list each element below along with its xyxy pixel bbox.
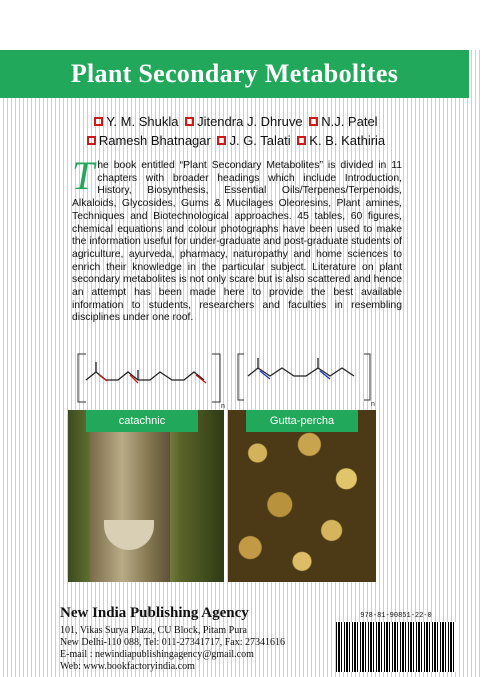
barcode-icon <box>336 622 456 672</box>
description-text: he book entitled “Plant Secondary Metabolites” is divided in 11 chapters with broader headings which include Introduction, History, Biosynthesis, Essential Oils/Terpenes/Terpenoids, Alkaloids, Glycosides, Gums & Mucilages Oleoresins, Plant amines, Techniques and Biotechnological approaches. 45 tables, 60 figures, chemical equations and colour photographs have been used to make the information useful for under-graduate and post-graduate students of agriculture, ayurveda, pharmacy, naturopathy and home sciences to enrich their knowledge in the particular subject. Literature on plant secondary metabolites is not only scare but is also scattered and hence an attempt has been made here to provide the best available information to students, researchers and faculties in resembling disciplines under one roof. <box>72 160 402 324</box>
drop-cap: T <box>72 153 95 198</box>
bullet-icon <box>297 136 306 145</box>
trans-polyisoprene-structure <box>234 350 378 410</box>
publisher-block <box>60 605 320 673</box>
figure-label-catachnic: catachnic <box>86 410 198 432</box>
author-line-2 <box>0 131 469 150</box>
author-name: K. B. Kathiria <box>309 133 386 148</box>
author-name: N.J. Patel <box>321 114 378 129</box>
book-title: Plant Secondary Metabolites <box>70 59 399 88</box>
author-name: Jitendra J. Dhruve <box>197 114 303 129</box>
book-description <box>72 153 402 325</box>
author-name: Ramesh Bhatnagar <box>98 133 211 148</box>
top-band <box>0 0 483 50</box>
title-banner <box>0 50 469 98</box>
publisher-web: Web: www.bookfactoryindia.com <box>60 661 195 672</box>
bullet-icon <box>217 136 226 145</box>
publisher-address-2: New Delhi-110 088, Tel: 011-27341717, Fax: 27341616 <box>60 637 286 648</box>
cis-polyisoprene-structure <box>72 350 228 410</box>
publisher-name: New India Publishing Agency <box>60 605 249 621</box>
figure-label-gutta-percha: Gutta-percha <box>246 410 358 432</box>
repeat-subscript: n <box>371 401 375 408</box>
author-list <box>0 112 469 150</box>
rubber-tapping-photo <box>68 410 224 582</box>
tree-trunk <box>90 410 170 582</box>
bullet-icon <box>309 117 318 126</box>
repeat-subscript: n <box>221 403 225 410</box>
gutta-percha-photo <box>228 410 376 582</box>
bullet-icon <box>185 117 194 126</box>
publisher-address-1: 101, Vikas Surya Plaza, CU Block, Pitam Pura <box>60 625 247 636</box>
author-line-1 <box>0 112 469 131</box>
isbn-number: 978-81-90851-22-0 <box>360 612 432 620</box>
publisher-email: E-mail : newindiapublishingagency@gmail.com <box>60 649 254 660</box>
author-name: J. G. Talati <box>229 133 291 148</box>
bullet-icon <box>87 136 96 145</box>
isbn-block <box>336 612 456 672</box>
author-name: Y. M. Shukla <box>106 114 179 129</box>
bullet-icon <box>94 117 103 126</box>
